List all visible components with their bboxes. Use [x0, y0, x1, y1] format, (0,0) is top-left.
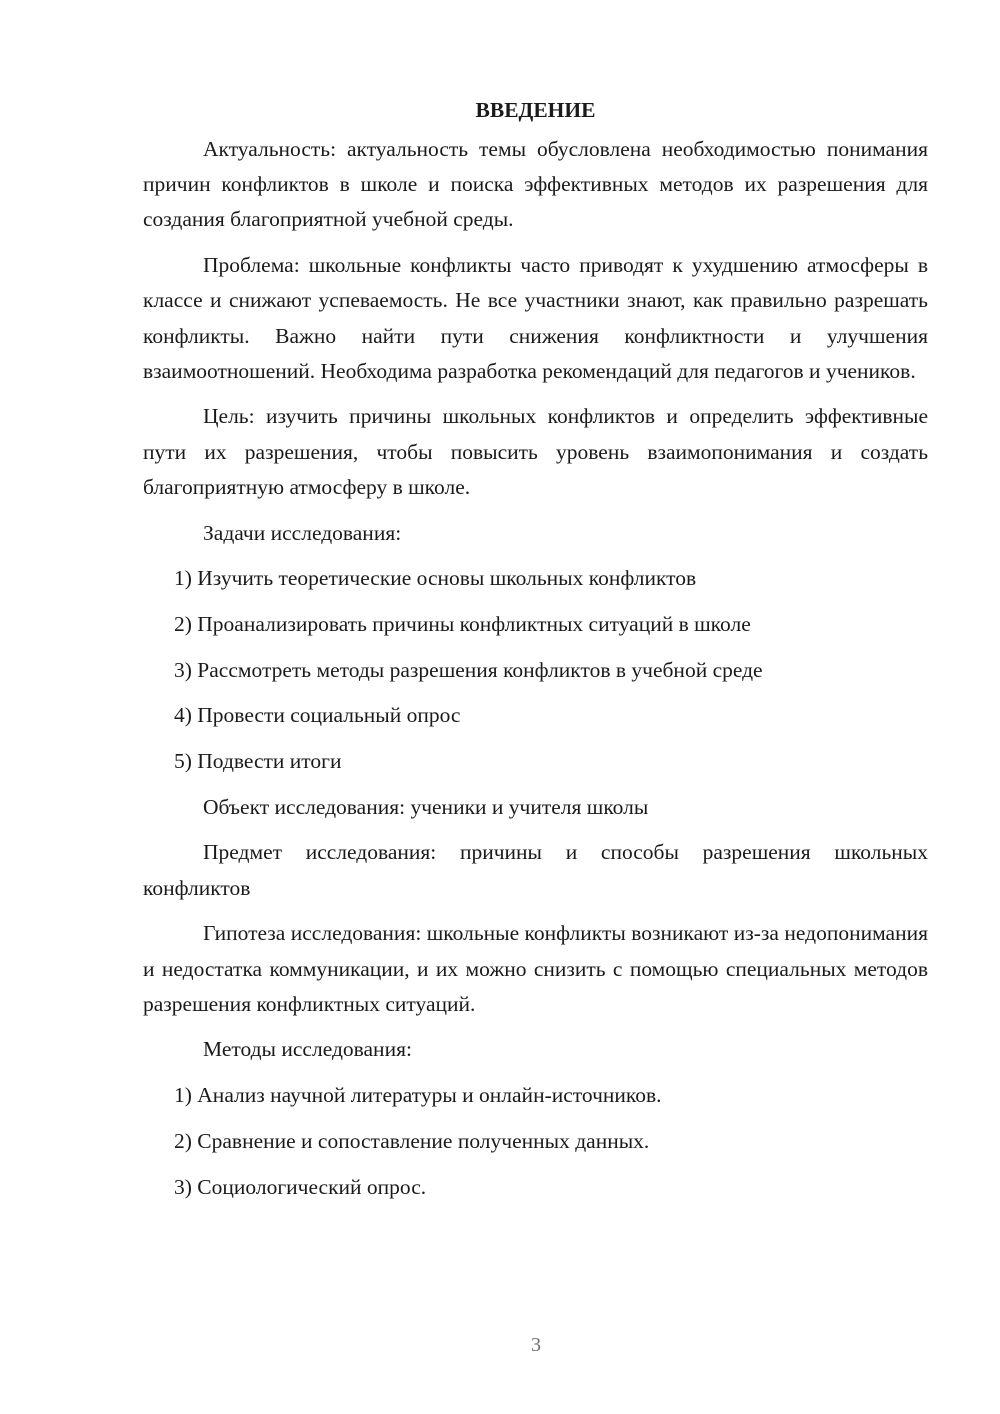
method-item: 2) Сравнение и сопоставление полученных данных. — [174, 1128, 650, 1153]
hypothesis-paragraph: Гипотеза исследования: школьные конфликты возникают из-за недопонимания и недостатка коммуникации, и их можно снизить с помощью специальных методов разрешения конфликтных ситуаций. — [143, 921, 928, 1016]
object-line: Объект исследования: ученики и учителя школы — [203, 794, 649, 819]
tasks-list — [143, 561, 928, 779]
section-title: ВВЕДЕНИЕ — [475, 98, 596, 122]
methods-list — [143, 1078, 928, 1205]
document-body — [143, 92, 928, 1215]
task-item: 5) Подвести итоги — [174, 749, 342, 774]
goal-paragraph: Цель: изучить причины школьных конфликтов и определить эффективные пути их разрешения, чтобы повысить уровень взаимопонимания и создать благоприятную атмосферу в школе. — [143, 404, 928, 499]
task-item: 3) Рассмотреть методы разрешения конфликтов в учебной среде — [174, 657, 763, 682]
methods-heading: Методы исследования: — [203, 1037, 412, 1062]
relevance-paragraph: Актуальность: актуальность темы обусловлена необходимостью понимания причин конфликтов в школе и поиска эффективных методов их разрешения для создания благоприятной учебной среды. — [143, 137, 928, 232]
tasks-heading: Задачи исследования: — [203, 520, 402, 545]
subject-paragraph: Предмет исследования: причины и способы разрешения школьных конфликтов — [143, 840, 928, 900]
problem-paragraph: Проблема: школьные конфликты часто приводят к ухудшению атмосферы в классе и снижают успеваемость. Не все участники знают, как правильно разрешать конфликты. Важно найти пути снижения конфликтности и улучшения взаимоотношений. Необходима разработка рекомендаций для педагогов и учеников. — [143, 253, 928, 383]
task-item: 2) Проанализировать причины конфликтных ситуаций в школе — [174, 611, 751, 636]
task-item: 1) Изучить теоретические основы школьных конфликтов — [174, 566, 697, 591]
task-item: 4) Провести социальный опрос — [174, 703, 461, 728]
page-number: 3 — [531, 1334, 541, 1356]
method-item: 3) Социологический опрос. — [174, 1174, 427, 1199]
method-item: 1) Анализ научной литературы и онлайн-источников. — [174, 1083, 662, 1108]
